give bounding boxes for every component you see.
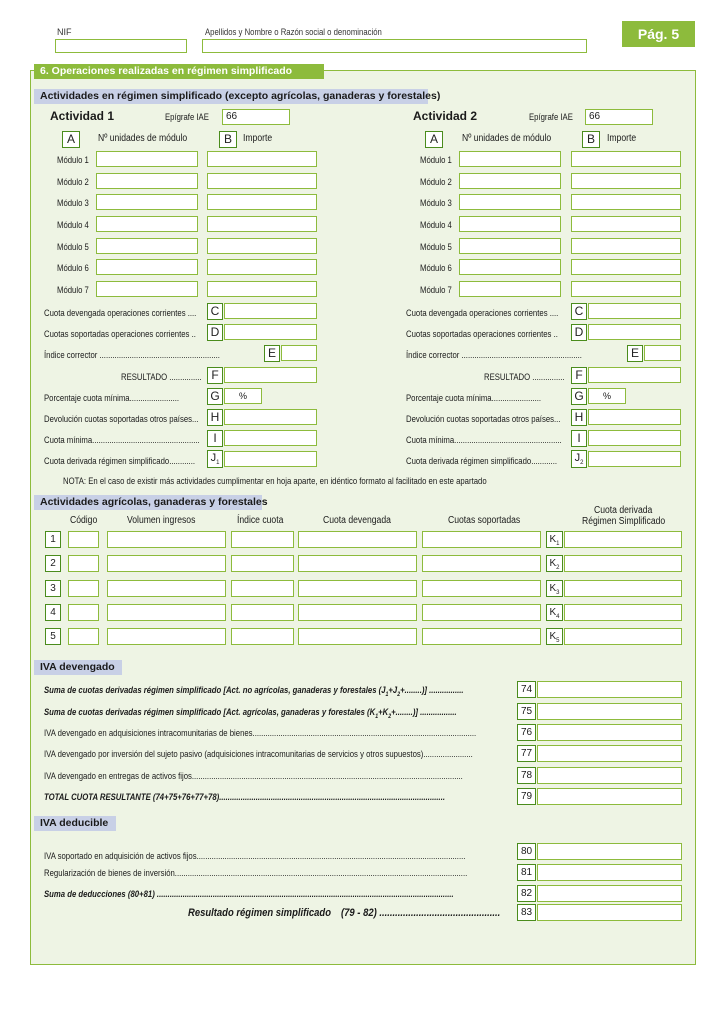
- soportadas-field[interactable]: [422, 580, 541, 597]
- line-82-label: Suma de deducciones (80+81) ..........................................................................................................................................: [44, 889, 454, 899]
- box-82: 82: [517, 885, 536, 902]
- act1-resultado-label: RESULTADO ...............: [121, 372, 202, 382]
- act1-modulo-a[interactable]: [96, 194, 198, 210]
- act2-key-j2: $J_2$: [571, 450, 587, 468]
- act1-modulo-b[interactable]: [207, 259, 317, 275]
- act1-key-j1: $J_1$: [207, 450, 223, 468]
- soportadas-field[interactable]: [422, 628, 541, 645]
- row-number: 5: [45, 628, 61, 645]
- act1-modulo-a[interactable]: [96, 238, 198, 254]
- field-76[interactable]: [537, 724, 682, 741]
- act1-modulo-label: Módulo 1: [57, 155, 89, 165]
- line-80-label: IVA soportado en adquisición de activos fijos.............................................................................................................................: [44, 851, 466, 861]
- act1-cuotas-soportadas-field[interactable]: [224, 324, 317, 340]
- field-79[interactable]: [537, 788, 682, 805]
- act1-devolucion-field[interactable]: [224, 409, 317, 425]
- act1-epigrafe-label: Epígrafe IAE: [165, 112, 209, 122]
- act2-modulo-label: Módulo 4: [420, 220, 452, 230]
- line-83-label: Resultado régimen simplificado: [188, 907, 331, 919]
- indice-field[interactable]: [231, 555, 294, 572]
- devengada-field[interactable]: [298, 555, 417, 572]
- box-80: 80: [517, 843, 536, 860]
- act1-key-a: A: [62, 131, 80, 148]
- act2-modulo-a[interactable]: [459, 216, 561, 232]
- col-indice: Índice cuota: [237, 515, 284, 526]
- k-key: $K_3$: [546, 580, 563, 597]
- act1-cuotas-soportadas-label: Cuotas soportadas operaciones corrientes ..: [44, 329, 196, 339]
- k-key: $K_5$: [546, 628, 563, 645]
- act2-modulo-label: Módulo 5: [420, 242, 452, 252]
- act1-key-h: H: [207, 409, 223, 426]
- k-key: $K_1$: [546, 531, 563, 548]
- volumen-field[interactable]: [107, 580, 226, 597]
- codigo-field[interactable]: [68, 531, 99, 548]
- derivada-field[interactable]: [564, 604, 682, 621]
- act2-cuota-derivada-field[interactable]: [588, 451, 681, 467]
- derivada-field[interactable]: [564, 555, 682, 572]
- section-title: 6. Operaciones realizadas en régimen simplificado: [34, 64, 324, 79]
- act2-indice-field[interactable]: [644, 345, 681, 361]
- act2-cuota-minima-label: Cuota mínima..................................................: [406, 435, 562, 445]
- line-83-formula: (79 - 82) ..............................................: [341, 907, 501, 919]
- derivada-field[interactable]: [564, 580, 682, 597]
- row-number: 4: [45, 604, 61, 621]
- act2-modulo-a[interactable]: [459, 281, 561, 297]
- derivada-field[interactable]: [564, 628, 682, 645]
- codigo-field[interactable]: [68, 604, 99, 621]
- act2-modulo-b[interactable]: [571, 281, 681, 297]
- act2-modulo-label: Módulo 7: [420, 285, 452, 295]
- nif-field[interactable]: [55, 39, 187, 53]
- act2-cuota-devengada-label: Cuota devengada operaciones corrientes ....: [406, 308, 559, 318]
- act1-cuota-minima-label: Cuota mínima..................................................: [44, 435, 200, 445]
- box-78: 78: [517, 767, 536, 784]
- actividades-title: Actividades en régimen simplificado (excepto agrícolas, ganaderas y forestales): [34, 89, 428, 104]
- act1-epigrafe-field[interactable]: 66: [222, 109, 290, 125]
- act2-resultado-field[interactable]: [588, 367, 681, 383]
- act1-key-g: G: [207, 388, 223, 405]
- row-number: 1: [45, 531, 61, 548]
- act2-modulo-b[interactable]: [571, 173, 681, 189]
- act2-col-b-label: Importe: [607, 133, 637, 144]
- iva-deducible-title: IVA deducible: [34, 816, 116, 831]
- act1-key-d: D: [207, 324, 223, 341]
- col-derivada-1: Cuota derivada: [594, 505, 653, 516]
- act2-devolucion-field[interactable]: [588, 409, 681, 425]
- field-80[interactable]: [537, 843, 682, 860]
- devengada-field[interactable]: [298, 531, 417, 548]
- field-77[interactable]: [537, 745, 682, 762]
- act1-indice-label: Índice corrector ........................................................: [44, 350, 220, 360]
- devengada-field[interactable]: [298, 580, 417, 597]
- codigo-field[interactable]: [68, 555, 99, 572]
- codigo-field[interactable]: [68, 580, 99, 597]
- field-74[interactable]: [537, 681, 682, 698]
- field-75[interactable]: [537, 703, 682, 720]
- act2-modulo-a[interactable]: [459, 173, 561, 189]
- box-77: 77: [517, 745, 536, 762]
- act1-modulo-label: Módulo 5: [57, 242, 89, 252]
- act2-modulo-b[interactable]: [571, 151, 681, 167]
- field-83[interactable]: [537, 904, 682, 921]
- act1-key-b: B: [219, 131, 237, 148]
- line-75-label: Suma de cuotas derivadas régimen simplificado [Act. agrícolas, ganaderas y forestales $(K_1+K_2+........)$] .................: [44, 707, 457, 720]
- act1-modulo-a[interactable]: [96, 216, 198, 232]
- col-derivada-2: Régimen Simplificado: [582, 516, 666, 527]
- act2-key-a: A: [425, 131, 443, 148]
- field-81[interactable]: [537, 864, 682, 881]
- act2-modulo-label: Módulo 6: [420, 263, 452, 273]
- indice-field[interactable]: [231, 604, 294, 621]
- act1-indice-field[interactable]: [281, 345, 317, 361]
- line-79-label: TOTAL CUOTA RESULTANTE (74+75+76+77+78).........................................................................................................: [44, 792, 446, 802]
- act1-key-f: F: [207, 367, 223, 384]
- iva-devengado-title: IVA devengado: [34, 660, 122, 675]
- act2-key-i: I: [571, 430, 587, 447]
- act1-cuota-minima-field[interactable]: [224, 430, 317, 446]
- line-81-label: Regularización de bienes de inversión........................................................................................................................................: [44, 868, 468, 878]
- act2-key-d: D: [571, 324, 587, 341]
- volumen-field[interactable]: [107, 531, 226, 548]
- act2-key-c: C: [571, 303, 587, 320]
- act2-cuota-derivada-label: Cuota derivada régimen simplificado............: [406, 456, 558, 466]
- act2-epigrafe-label: Epígrafe IAE: [529, 112, 573, 122]
- act1-modulo-a[interactable]: [96, 281, 198, 297]
- nota: NOTA: En el caso de existir más actividades cumplimentar en hoja aparte, en idéntico formato al facilitado en este apartado: [63, 476, 487, 486]
- box-83: 83: [517, 904, 536, 921]
- act1-modulo-label: Módulo 3: [57, 198, 89, 208]
- act1-cuota-devengada-field[interactable]: [224, 303, 317, 319]
- act2-indice-label: Índice corrector ........................................................: [406, 350, 582, 360]
- act1-porcentaje-label: Porcentaje cuota mínima.......................: [44, 393, 180, 403]
- line-77-label: IVA devengado por inversión del sujeto pasivo (adquisiciones intracomunitarias de servicios y otros supuestos).......................: [44, 749, 473, 759]
- nif-label: NIF: [57, 27, 72, 37]
- row-number: 3: [45, 580, 61, 597]
- act1-key-e: E: [264, 345, 280, 362]
- indice-field[interactable]: [231, 628, 294, 645]
- k-key: $K_2$: [546, 555, 563, 572]
- devengada-field[interactable]: [298, 628, 417, 645]
- act2-porcentaje-label: Porcentaje cuota mínima.......................: [406, 393, 542, 403]
- act2-title: Actividad 2: [413, 109, 478, 123]
- box-79: 79: [517, 788, 536, 805]
- derivada-field[interactable]: [564, 531, 682, 548]
- act1-key-c: C: [207, 303, 223, 320]
- col-soportadas: Cuotas soportadas: [448, 515, 521, 526]
- act2-modulo-b[interactable]: [571, 238, 681, 254]
- line-74-label: Suma de cuotas derivadas régimen simplificado [Act. no agrícolas, ganaderas y forestales $(J_1+J_2+........)$] ................: [44, 685, 464, 698]
- act2-key-f: F: [571, 367, 587, 384]
- act2-modulo-a[interactable]: [459, 259, 561, 275]
- row-number: 2: [45, 555, 61, 572]
- box-81: 81: [517, 864, 536, 881]
- indice-field[interactable]: [231, 531, 294, 548]
- act2-key-g: G: [571, 388, 587, 405]
- act2-modulo-b[interactable]: [571, 194, 681, 210]
- act2-modulo-a[interactable]: [459, 194, 561, 210]
- act1-key-i: I: [207, 430, 223, 447]
- act2-col-a-label: Nº unidades de módulo: [462, 133, 552, 144]
- field-78[interactable]: [537, 767, 682, 784]
- act1-modulo-b[interactable]: [207, 151, 317, 167]
- act1-resultado-field[interactable]: [224, 367, 317, 383]
- act1-cuota-devengada-label: Cuota devengada operaciones corrientes ....: [44, 308, 197, 318]
- box-76: 76: [517, 724, 536, 741]
- codigo-field[interactable]: [68, 628, 99, 645]
- act2-modulo-b[interactable]: [571, 216, 681, 232]
- act2-modulo-label: Módulo 3: [420, 198, 452, 208]
- act2-cuotas-soportadas-field[interactable]: [588, 324, 681, 340]
- act2-cuotas-soportadas-label: Cuotas soportadas operaciones corrientes ..: [406, 329, 558, 339]
- act1-title: Actividad 1: [50, 109, 115, 123]
- act1-modulo-a[interactable]: [96, 151, 198, 167]
- indice-field[interactable]: [231, 580, 294, 597]
- box-75: 75: [517, 703, 536, 720]
- act1-col-b-label: Importe: [243, 133, 273, 144]
- act1-modulo-label: Módulo 4: [57, 220, 89, 230]
- name-label: Apellidos y Nombre o Razón social o denominación: [205, 27, 382, 37]
- act1-modulo-b[interactable]: [207, 194, 317, 210]
- act1-modulo-b[interactable]: [207, 238, 317, 254]
- line-76-label: IVA devengado en adquisiciones intracomunitarias de bienes........................................................................................................: [44, 728, 477, 738]
- volumen-field[interactable]: [107, 555, 226, 572]
- act1-modulo-label: Módulo 7: [57, 285, 89, 295]
- act2-modulo-b[interactable]: [571, 259, 681, 275]
- act1-cuota-derivada-label: Cuota derivada régimen simplificado............: [44, 456, 196, 466]
- act1-modulo-b[interactable]: [207, 281, 317, 297]
- act2-key-b: B: [582, 131, 600, 148]
- box-74: 74: [517, 681, 536, 698]
- act1-modulo-a[interactable]: [96, 173, 198, 189]
- act2-resultado-label: RESULTADO ...............: [484, 372, 565, 382]
- act1-modulo-label: Módulo 6: [57, 263, 89, 273]
- line-78-label: IVA devengado en entregas de activos fijos..............................................................................................................................: [44, 771, 463, 781]
- act1-modulo-b[interactable]: [207, 173, 317, 189]
- soportadas-field[interactable]: [422, 555, 541, 572]
- devengada-field[interactable]: [298, 604, 417, 621]
- k-key: $K_4$: [546, 604, 563, 621]
- act1-devolucion-label: Devolución cuotas soportadas otros países...: [44, 414, 199, 424]
- col-volumen: Volumen ingresos: [127, 515, 196, 526]
- act2-modulo-label: Módulo 2: [420, 177, 452, 187]
- act2-devolucion-label: Devolución cuotas soportadas otros países...: [406, 414, 561, 424]
- volumen-field[interactable]: [107, 604, 226, 621]
- act2-cuota-devengada-field[interactable]: [588, 303, 681, 319]
- act2-cuota-minima-field[interactable]: [588, 430, 681, 446]
- act2-modulo-label: Módulo 1: [420, 155, 452, 165]
- act1-modulo-label: Módulo 2: [57, 177, 89, 187]
- act1-col-a-label: Nº unidades de módulo: [98, 133, 188, 144]
- act2-modulo-a[interactable]: [459, 238, 561, 254]
- act1-modulo-a[interactable]: [96, 259, 198, 275]
- volumen-field[interactable]: [107, 628, 226, 645]
- col-devengada: Cuota devengada: [323, 515, 391, 526]
- col-codigo: Código: [70, 515, 98, 526]
- act1-modulo-b[interactable]: [207, 216, 317, 232]
- name-field[interactable]: [202, 39, 587, 53]
- agricolas-title: Actividades agrícolas, ganaderas y forestales: [34, 495, 262, 510]
- act1-porcentaje-field[interactable]: %: [224, 388, 262, 404]
- page-badge: Pág. 5: [622, 21, 695, 47]
- act2-key-e: E: [627, 345, 643, 362]
- act2-modulo-a[interactable]: [459, 151, 561, 167]
- act1-cuota-derivada-field[interactable]: [224, 451, 317, 467]
- soportadas-field[interactable]: [422, 604, 541, 621]
- soportadas-field[interactable]: [422, 531, 541, 548]
- field-82[interactable]: [537, 885, 682, 902]
- act2-porcentaje-field[interactable]: %: [588, 388, 626, 404]
- act2-epigrafe-field[interactable]: 66: [585, 109, 653, 125]
- act2-key-h: H: [571, 409, 587, 426]
